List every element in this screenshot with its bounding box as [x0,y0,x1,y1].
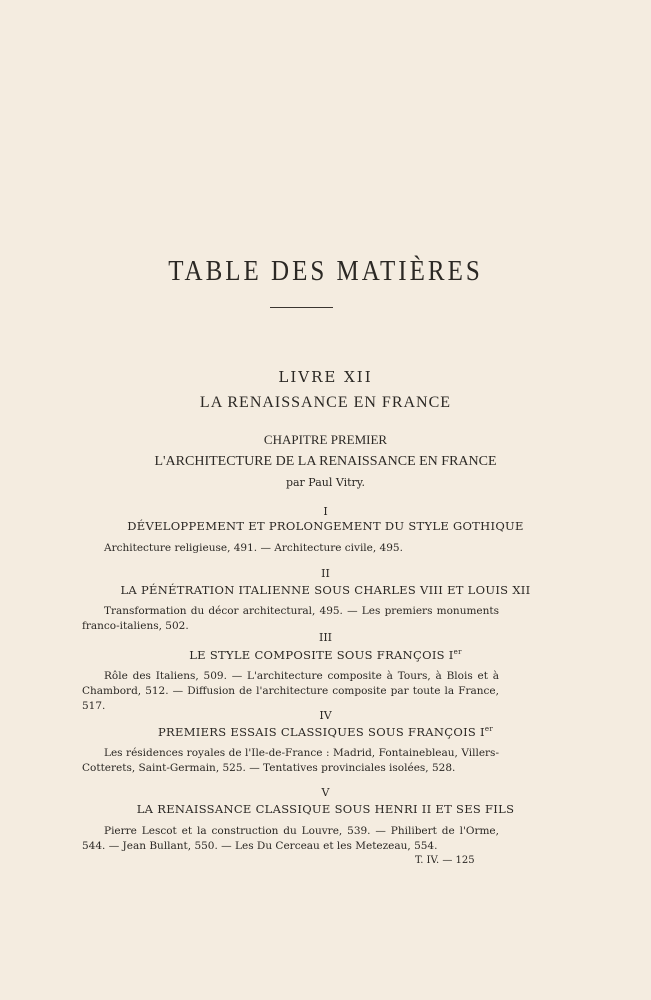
book-title: LA RENAISSANCE EN FRANCE [199,394,452,411]
section-title [0,725,651,739]
section-text: Les résidences royales de l'Ile-de-France : Madrid, Fontainebleau, Villers-Cotterets, Saint-Germain, 525. — Tentatives provinciales isolées, 528. [82,747,499,774]
section-number: IV [319,709,332,722]
section-title: LA PÉNÉTRATION ITALIENNE SOUS CHARLES VIII ET LOUIS XII [120,583,531,597]
section-title: DÉVELOPPEMENT ET PROLONGEMENT DU STYLE GOTHIQUE [127,519,524,533]
superscript: er [453,648,462,657]
section-number: I [323,505,328,518]
title-rule [270,307,333,308]
section-text: Architecture religieuse, 491. — Architecture civile, 495. [104,542,403,554]
section-number: III [318,631,333,644]
section-number: II [321,567,330,580]
page-title: TABLE DES MATIÈRES [168,255,483,287]
section-title [0,648,651,662]
section-text: Transformation du décor architectural, 495. — Les premiers monuments franco-italiens, 502. [82,605,499,632]
chapter-label: CHAPITRE PREMIER [263,432,388,447]
section-title: LA RENAISSANCE CLASSIQUE SOUS HENRI II ET SES FILS [136,802,515,816]
section-title-text: LE STYLE COMPOSITE SOUS FRANÇOIS I [189,648,454,662]
section-title-text: PREMIERS ESSAIS CLASSIQUES SOUS FRANÇOIS I [158,725,485,739]
author: par Paul Vitry. [285,476,366,489]
folio: T. IV. — 125 [415,855,475,866]
livre-label: LIVRE XII [278,368,373,386]
section-text: Pierre Lescot et la construction du Louvre, 539. — Philibert de l'Orme, 544. — Jean Bullant, 550. — Les Du Cerceau et les Metezeau, 554. [82,825,499,852]
section-number: V [321,786,330,799]
section-text: Rôle des Italiens, 509. — L'architecture composite à Tours, à Blois et à Chambord, 512. — Diffusion de l'architecture composite par toute la France, 517. [82,670,499,712]
superscript: er [484,725,493,734]
chapter-title: L'ARCHITECTURE DE LA RENAISSANCE EN FRANCE [154,454,497,469]
